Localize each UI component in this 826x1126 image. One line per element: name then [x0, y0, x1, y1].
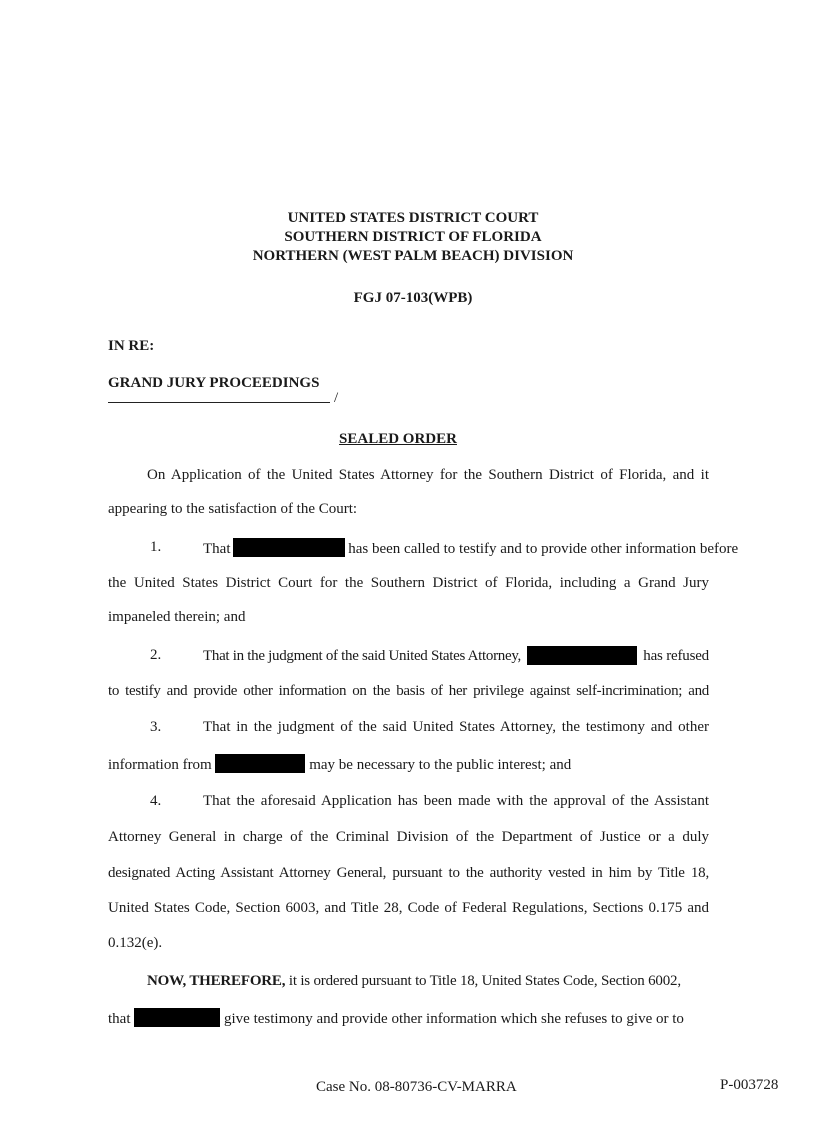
bates-number: P-003728 — [720, 1077, 779, 1093]
text: give testimony and provide other information which she refuses to give or to — [224, 1011, 684, 1027]
item-number: 2. — [150, 647, 162, 663]
paragraph-text — [203, 538, 738, 558]
paragraph-text — [108, 754, 571, 774]
paragraph-text: designated Acting Assistant Attorney General, pursuant to the authority vested in him by Title 18, — [108, 865, 709, 881]
paragraph-text: the United States District Court for the Southern District of Florida, including a Grand Jury — [108, 575, 709, 591]
redaction — [215, 754, 305, 773]
order-text — [108, 1008, 684, 1028]
docket-number: FGJ 07-103(WPB) — [353, 290, 473, 306]
division-name: NORTHERN (WEST PALM BEACH) DIVISION — [252, 248, 574, 264]
intro-line: On Application of the United States Attorney for the Southern District of Florida, and it — [147, 467, 709, 483]
text: information from — [108, 757, 212, 773]
case-number: Case No. 08-80736-CV-MARRA — [316, 1079, 517, 1095]
text: has been called to testify and to provide other information before — [348, 541, 739, 557]
in-re-label: IN RE: — [108, 338, 155, 354]
paragraph-text: That the aforesaid Application has been made with the approval of the Assistant — [203, 793, 709, 809]
paragraph-text: Attorney General in charge of the Criminal Division of the Department of Justice or a duly — [108, 829, 709, 845]
matter-title: GRAND JURY PROCEEDINGS — [108, 375, 320, 391]
item-number: 1. — [150, 539, 162, 555]
caption-rule — [108, 402, 330, 403]
paragraph-line — [203, 646, 709, 665]
item-number: 3. — [150, 719, 162, 735]
paragraph-text: That in the judgment of the said United States Attorney, the testimony and other — [203, 719, 709, 735]
text: it is ordered pursuant to Title 18, United States Code, Section 6002, — [288, 973, 681, 989]
redaction — [233, 538, 345, 557]
caption-slash: / — [334, 390, 339, 406]
paragraph-text: has refused — [643, 647, 709, 664]
paragraph-text: impaneled therein; and — [108, 609, 246, 625]
paragraph-text: to testify and provide other information on the basis of her privilege against self-incrimination; and — [108, 683, 709, 699]
district-name: SOUTHERN DISTRICT OF FLORIDA — [284, 229, 542, 245]
text: that — [108, 1011, 131, 1027]
document-title: SEALED ORDER — [339, 431, 457, 447]
paragraph-text: United States Code, Section 6003, and Title 28, Code of Federal Regulations, Sections 0.175 and — [108, 900, 709, 916]
text: That — [203, 541, 231, 557]
redaction — [527, 646, 637, 665]
redaction — [134, 1008, 220, 1027]
court-name: UNITED STATES DISTRICT COURT — [287, 210, 539, 226]
intro-line: appearing to the satisfaction of the Court: — [108, 501, 358, 517]
text: NOW, THEREFORE, — [147, 973, 286, 989]
text: may be necessary to the public interest; and — [309, 757, 572, 773]
paragraph-text: That in the judgment of the said United States Attorney, — [203, 647, 521, 664]
item-number: 4. — [150, 793, 162, 809]
paragraph-text: 0.132(e). — [108, 935, 163, 951]
order-text — [147, 972, 709, 990]
